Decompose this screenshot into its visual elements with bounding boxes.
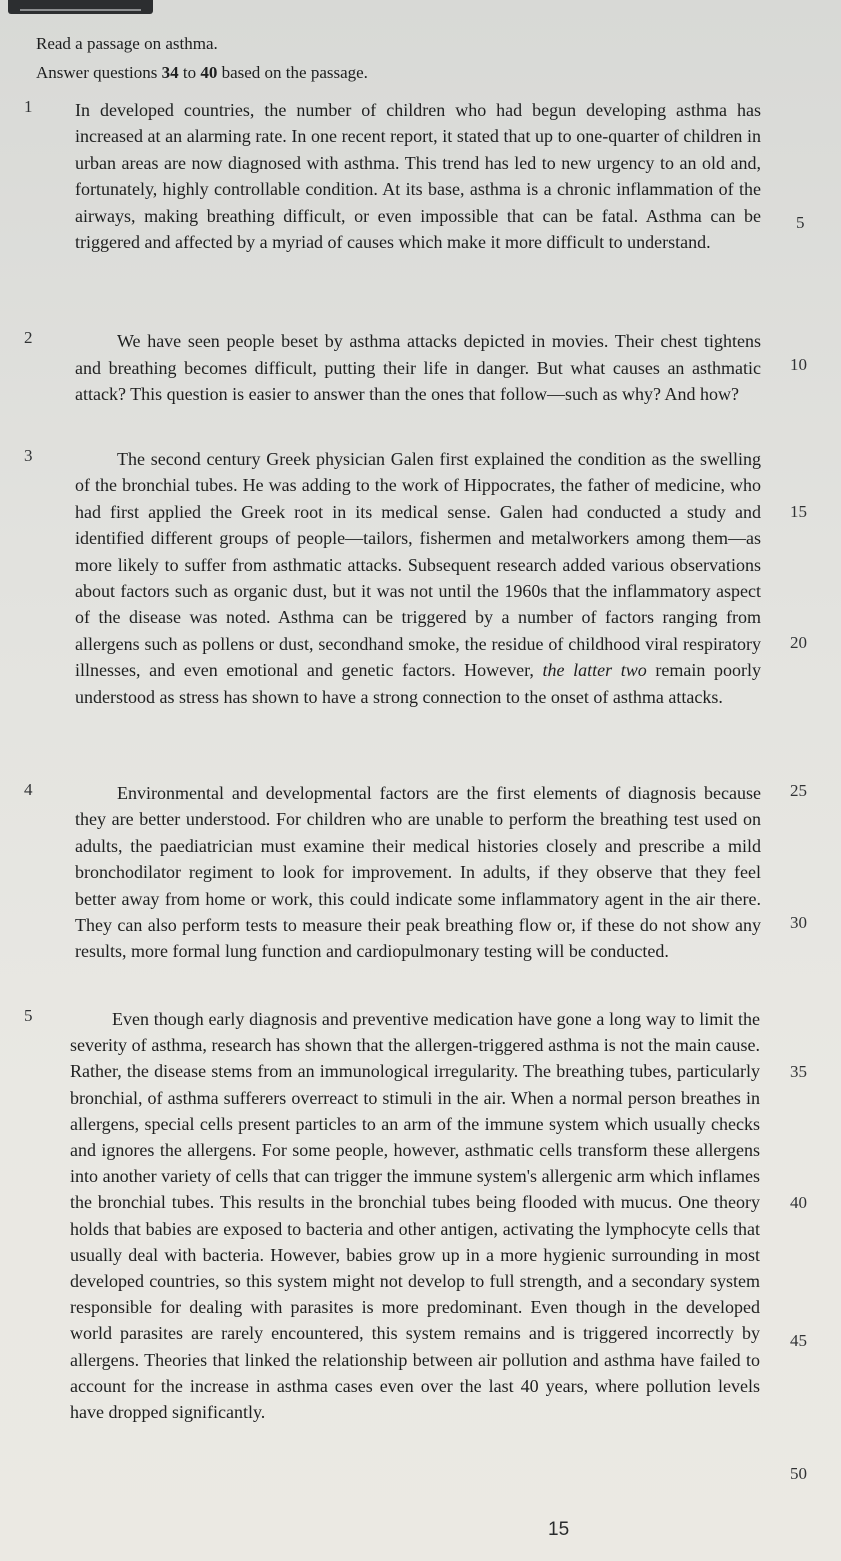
line-number-45: 45 [790,1331,807,1350]
instruction-line-2 [36,61,368,85]
paragraph-number-5: 5 [24,1006,33,1025]
line-number-50: 50 [790,1464,807,1483]
instruction-line-1: Read a passage on asthma. [36,34,218,53]
paragraph-2 [75,328,761,408]
paragraph-3-italic-phrase: the latter two [542,660,647,681]
question-end: 40 [200,63,218,82]
paragraph-1 [75,97,761,255]
instruction-suffix: based on the passage. [217,63,368,82]
line-number-40: 40 [790,1193,807,1212]
line-number-5: 5 [796,213,805,232]
question-start: 34 [161,63,179,82]
line-number-10: 10 [790,355,807,374]
paragraph-4 [75,780,761,965]
line-number-25: 25 [790,781,807,800]
instruction-prefix: Answer questions [36,63,162,82]
line-number-20: 20 [790,633,807,652]
paragraph-2-text: We have seen people beset by asthma attacks depicted in movies. Their chest tightens and breathing becomes difficult, putting their life in danger. But what causes an asthmatic attack? This question is easier to answer than the ones that follow—such as why? And how? [75,331,761,405]
paragraph-1-text: In developed countries, the number of children who had begun developing asthma has increased at an alarming rate. In one recent report, it stated that up to one-quarter of children in urban areas are now diagnosed with asthma. This trend has led to new urgency to an old and, fortunately, highly controllable condition. At its base, asthma is a chronic inflammation of the airways, making breathing difficult, or even impossible that can be fatal. Asthma can be triggered and affected by a myriad of causes which make it more difficult to understand. [75,100,761,253]
page-number: 15 [548,1519,570,1540]
instruction-mid: to [178,63,201,82]
paragraph-number-1: 1 [24,97,33,116]
paragraph-4-text: Environmental and developmental factors are the first elements of diagnosis because they are better understood. For children who are unable to perform the breathing test used on adults, the paediatrician must examine their medical histories closely and prescribe a mild bronchodilator regiment to look for improvement. In adults, if they observe that they feel better away from home or work, this could indicate some inflammatory agent in the air there. They can also perform tests to measure their peak breathing flow or, if these do not show any results, more formal lung function and cardiopulmonary testing will be conducted. [75,783,761,962]
paragraph-number-2: 2 [24,328,33,347]
paragraph-number-3: 3 [24,446,33,465]
paragraph-3-text [75,446,761,710]
header-tab [8,0,153,14]
paragraph-3-text-after: remain poorly understood as stress has shown to have a strong connection to the onset of asthma attacks. [75,660,761,707]
paragraph-3 [75,446,761,710]
paragraph-5-text: Even though early diagnosis and preventive medication have gone a long way to limit the severity of asthma, research has shown that the allergen-triggered asthma is not the main cause. Rather, the disease stems from an immunological irregularity. The breathing tubes, particularly bronchial, of asthma sufferers overreact to stimuli in the air. When a normal person breathes in allergens, special cells present particles to an arm of the immune system which usually checks and ignores the allergens. For some people, however, asthmatic cells transform these allergens into another variety of cells that can trigger the immune system's allergenic arm which inflames the bronchial tubes. This results in the bronchial tubes being flooded with mucus. One theory holds that babies are exposed to bacteria and other antigen, activating the lymphocyte cells that usually deal with bacteria. However, babies grow up in a more hygienic surrounding in most developed countries, so this system might not develop to full strength, and a secondary system responsible for dealing with parasites is more predominant. Even though in the developed world parasites are rarely encountered, this system remains and is triggered incorrectly by allergens. Theories that linked the relationship between air pollution and asthma have failed to account for the increase in asthma cases even over the last 40 years, where pollution levels have dropped significantly. [70,1009,760,1423]
line-number-35: 35 [790,1062,807,1081]
paragraph-5 [70,1006,760,1425]
line-number-30: 30 [790,913,807,932]
paragraph-number-4: 4 [24,780,33,799]
paragraph-3-text-before: The second century Greek physician Galen first explained the condition as the swelling of the bronchial tubes. He was adding to the work of Hippocrates, the father of medicine, who had first applied the Greek root in its medical sense. Galen had conducted a study and identified different groups of people—tailors, fishermen and metalworkers among them—as more likely to suffer from asthmatic attacks. Subsequent research added various observations about factors such as organic dust, but it was not until the 1960s that the inflammatory aspect of the disease was noted. Asthma can be triggered by a number of factors ranging from allergens such as pollens or dust, secondhand smoke, the residue of childhood viral respiratory illnesses, and even emotional and genetic factors. However, [75,449,761,681]
line-number-15: 15 [790,502,807,521]
